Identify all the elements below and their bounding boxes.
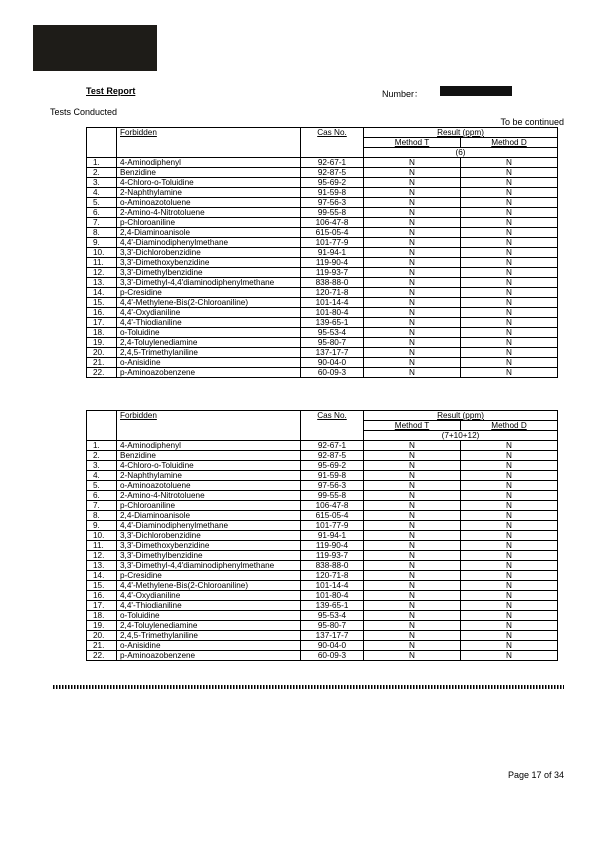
cas-number: 60-09-3: [301, 368, 364, 378]
row-number: 12.: [87, 551, 117, 561]
table-row: [87, 551, 558, 561]
substance-name: 3,3'-Dimethyl-4,4'diaminodiphenylmethane: [117, 278, 301, 288]
method-d-result: N: [461, 551, 558, 561]
cas-number: 615-05-4: [301, 511, 364, 521]
substance-name: 4,4'-Methylene-Bis(2-Chloroaniline): [117, 581, 301, 591]
table-row: [87, 368, 558, 378]
substance-name: 4,4'-Oxydianiline: [117, 591, 301, 601]
row-number: 15.: [87, 581, 117, 591]
method-d-result: N: [461, 451, 558, 461]
row-number: 21.: [87, 641, 117, 651]
method-t-result: N: [364, 258, 461, 268]
cas-number: 92-67-1: [301, 158, 364, 168]
row-number: 2.: [87, 168, 117, 178]
row-number: 10.: [87, 248, 117, 258]
method-d-result: N: [461, 471, 558, 481]
substance-name: 4,4'-Diaminodiphenylmethane: [117, 521, 301, 531]
method-t-result: N: [364, 178, 461, 188]
cas-number: 101-14-4: [301, 298, 364, 308]
method-d-result: N: [461, 298, 558, 308]
redacted-report-number: [440, 86, 512, 96]
table-row: [87, 601, 558, 611]
substance-name: 2,4-Toluylenediamine: [117, 621, 301, 631]
row-number: 15.: [87, 298, 117, 308]
substance-name: 2,4-Diaminoanisole: [117, 511, 301, 521]
substance-name: 4-Chloro-o-Toluidine: [117, 178, 301, 188]
method-d-result: N: [461, 541, 558, 551]
results-table-2: [86, 410, 558, 661]
table-row: [87, 631, 558, 641]
substance-name: 4,4'-Methylene-Bis(2-Chloroaniline): [117, 298, 301, 308]
cas-number: 838-88-0: [301, 278, 364, 288]
method-d-result: N: [461, 368, 558, 378]
method-t-result: N: [364, 228, 461, 238]
cas-number: 60-09-3: [301, 651, 364, 661]
method-t-result: N: [364, 511, 461, 521]
substance-name: 3,3'-Dimethoxybenzidine: [117, 541, 301, 551]
cas-number: 139-65-1: [301, 601, 364, 611]
cas-number: 95-69-2: [301, 461, 364, 471]
cas-number: 99-55-8: [301, 491, 364, 501]
substance-name: o-Anisidine: [117, 358, 301, 368]
cas-number: 97-56-3: [301, 481, 364, 491]
cas-number: 119-93-7: [301, 551, 364, 561]
cas-number: 137-17-7: [301, 348, 364, 358]
method-t-result: N: [364, 318, 461, 328]
method-t-result: N: [364, 348, 461, 358]
substance-name: 2-Amino-4-Nitrotoluene: [117, 208, 301, 218]
table-row: [87, 441, 558, 451]
substance-name: 4,4'-Thiodianiline: [117, 318, 301, 328]
method-t-result: N: [364, 308, 461, 318]
cas-number: 92-87-5: [301, 168, 364, 178]
row-number: 21.: [87, 358, 117, 368]
method-t-result: N: [364, 368, 461, 378]
method-t-result: N: [364, 298, 461, 308]
substance-name: 4-Aminodiphenyl: [117, 158, 301, 168]
method-t-result: N: [364, 451, 461, 461]
row-number: 4.: [87, 188, 117, 198]
cas-number: 91-59-8: [301, 471, 364, 481]
method-d-result: N: [461, 621, 558, 631]
substance-name: 4-Aminodiphenyl: [117, 441, 301, 451]
method-d-result: N: [461, 601, 558, 611]
row-number: 2.: [87, 451, 117, 461]
substance-name: o-Aminoazotoluene: [117, 198, 301, 208]
sample-id: (6): [364, 148, 558, 158]
table-row: [87, 238, 558, 248]
cas-number: 119-93-7: [301, 268, 364, 278]
table-row: [87, 248, 558, 258]
row-number: 20.: [87, 631, 117, 641]
header-cas-no: Cas No.: [301, 411, 364, 441]
method-t-result: N: [364, 461, 461, 471]
table-row: [87, 228, 558, 238]
method-d-result: N: [461, 581, 558, 591]
cas-number: 119-90-4: [301, 258, 364, 268]
method-t-result: N: [364, 621, 461, 631]
method-d-result: N: [461, 591, 558, 601]
method-t-result: N: [364, 441, 461, 451]
method-t-result: N: [364, 611, 461, 621]
row-number: 13.: [87, 561, 117, 571]
table-row: [87, 611, 558, 621]
row-number: 9.: [87, 521, 117, 531]
method-d-result: N: [461, 318, 558, 328]
table-row: [87, 491, 558, 501]
substance-name: p-Aminoazobenzene: [117, 651, 301, 661]
row-number: 9.: [87, 238, 117, 248]
method-t-result: N: [364, 551, 461, 561]
method-t-result: N: [364, 541, 461, 551]
report-number-label: Number：: [382, 89, 424, 99]
method-d-result: N: [461, 441, 558, 451]
cas-number: 106-47-8: [301, 501, 364, 511]
cas-number: 101-80-4: [301, 591, 364, 601]
company-logo: [33, 25, 157, 71]
row-number: 4.: [87, 471, 117, 481]
substance-name: 2,4-Diaminoanisole: [117, 228, 301, 238]
table-body: [87, 441, 558, 661]
substance-name: 2-Naphthylamine: [117, 188, 301, 198]
cas-number: 92-67-1: [301, 441, 364, 451]
method-d-result: N: [461, 178, 558, 188]
cas-number: 95-53-4: [301, 611, 364, 621]
table-row: [87, 531, 558, 541]
substance-name: Benzidine: [117, 451, 301, 461]
method-d-result: N: [461, 208, 558, 218]
method-t-result: N: [364, 481, 461, 491]
table-row: [87, 338, 558, 348]
substance-name: 4,4'-Oxydianiline: [117, 308, 301, 318]
row-number: 7.: [87, 501, 117, 511]
row-number: 6.: [87, 208, 117, 218]
method-t-result: N: [364, 238, 461, 248]
cas-number: 95-69-2: [301, 178, 364, 188]
method-d-result: N: [461, 258, 558, 268]
row-number: 16.: [87, 308, 117, 318]
row-number: 5.: [87, 198, 117, 208]
method-t-result: N: [364, 328, 461, 338]
header-cas-no: Cas No.: [301, 128, 364, 158]
substance-name: Benzidine: [117, 168, 301, 178]
method-d-result: N: [461, 611, 558, 621]
cas-number: 101-77-9: [301, 238, 364, 248]
tests-conducted-heading: Tests Conducted: [50, 107, 118, 117]
table-row: [87, 218, 558, 228]
table-row: [87, 158, 558, 168]
table-row: [87, 651, 558, 661]
row-number: 11.: [87, 258, 117, 268]
table-row: [87, 471, 558, 481]
method-t-result: N: [364, 188, 461, 198]
row-number: 19.: [87, 621, 117, 631]
cas-number: 101-14-4: [301, 581, 364, 591]
method-t-result: N: [364, 651, 461, 661]
substance-name: p-Cresidine: [117, 288, 301, 298]
table-row: [87, 198, 558, 208]
row-number: 14.: [87, 288, 117, 298]
substance-name: 2,4-Toluylenediamine: [117, 338, 301, 348]
method-t-result: N: [364, 358, 461, 368]
method-t-result: N: [364, 591, 461, 601]
substance-name: p-Chloroaniline: [117, 218, 301, 228]
row-number: 19.: [87, 338, 117, 348]
method-d-result: N: [461, 168, 558, 178]
method-t-result: N: [364, 248, 461, 258]
row-number: 18.: [87, 328, 117, 338]
report-title: Test Report: [86, 86, 136, 96]
method-d-result: N: [461, 571, 558, 581]
method-t-result: N: [364, 601, 461, 611]
table-row: [87, 278, 558, 288]
table-row: [87, 298, 558, 308]
substance-name: p-Cresidine: [117, 571, 301, 581]
cas-number: 99-55-8: [301, 208, 364, 218]
table-row: [87, 308, 558, 318]
table-row: [87, 188, 558, 198]
method-t-result: N: [364, 561, 461, 571]
header-method-d: Method D: [461, 138, 558, 148]
method-d-result: N: [461, 328, 558, 338]
table-body: [87, 158, 558, 378]
end-of-report-divider: [53, 685, 564, 689]
table-row: [87, 511, 558, 521]
method-t-result: N: [364, 571, 461, 581]
method-t-result: N: [364, 641, 461, 651]
substance-name: p-Aminoazobenzene: [117, 368, 301, 378]
method-d-result: N: [461, 278, 558, 288]
table-row: [87, 328, 558, 338]
method-d-result: N: [461, 521, 558, 531]
table-row: [87, 481, 558, 491]
table-row: [87, 258, 558, 268]
substance-name: 3,3'-Dimethylbenzidine: [117, 551, 301, 561]
table-row: [87, 208, 558, 218]
header-method-t: Method T: [364, 421, 461, 431]
row-number: 5.: [87, 481, 117, 491]
row-number: 14.: [87, 571, 117, 581]
to-be-continued-note: To be continued: [500, 117, 564, 127]
cas-number: 137-17-7: [301, 631, 364, 641]
method-t-result: N: [364, 471, 461, 481]
method-t-result: N: [364, 278, 461, 288]
substance-name: 4,4'-Diaminodiphenylmethane: [117, 238, 301, 248]
substance-name: 3,3'-Dimethyl-4,4'diaminodiphenylmethane: [117, 561, 301, 571]
method-d-result: N: [461, 248, 558, 258]
row-number: 8.: [87, 511, 117, 521]
method-d-result: N: [461, 188, 558, 198]
cas-number: 95-53-4: [301, 328, 364, 338]
cas-number: 91-94-1: [301, 531, 364, 541]
method-d-result: N: [461, 461, 558, 471]
table-row: [87, 581, 558, 591]
cas-number: 90-04-0: [301, 358, 364, 368]
row-number: 8.: [87, 228, 117, 238]
row-number: 7.: [87, 218, 117, 228]
method-t-result: N: [364, 501, 461, 511]
method-t-result: N: [364, 218, 461, 228]
table-row: [87, 168, 558, 178]
cas-number: 615-05-4: [301, 228, 364, 238]
table-row: [87, 288, 558, 298]
method-t-result: N: [364, 208, 461, 218]
results-table-1: [86, 127, 558, 378]
header-result: Result (ppm): [364, 128, 558, 138]
method-t-result: N: [364, 288, 461, 298]
row-number: 10.: [87, 531, 117, 541]
table-row: [87, 521, 558, 531]
page-number: Page 17 of 34: [508, 770, 565, 780]
header-blank-cell: [87, 128, 117, 158]
substance-name: 3,3'-Dichlorobenzidine: [117, 531, 301, 541]
substance-name: 3,3'-Dichlorobenzidine: [117, 248, 301, 258]
method-d-result: N: [461, 561, 558, 571]
cas-number: 91-59-8: [301, 188, 364, 198]
cas-number: 95-80-7: [301, 338, 364, 348]
method-d-result: N: [461, 268, 558, 278]
cas-number: 97-56-3: [301, 198, 364, 208]
table-row: [87, 541, 558, 551]
substance-name: 4-Chloro-o-Toluidine: [117, 461, 301, 471]
substance-name: 2-Naphthylamine: [117, 471, 301, 481]
substance-name: o-Toluidine: [117, 611, 301, 621]
table-row: [87, 451, 558, 461]
row-number: 13.: [87, 278, 117, 288]
method-d-result: N: [461, 641, 558, 651]
table-row: [87, 561, 558, 571]
substance-name: p-Chloroaniline: [117, 501, 301, 511]
method-d-result: N: [461, 651, 558, 661]
row-number: 6.: [87, 491, 117, 501]
table-row: [87, 571, 558, 581]
method-d-result: N: [461, 358, 558, 368]
method-t-result: N: [364, 631, 461, 641]
table-row: [87, 178, 558, 188]
table-row: [87, 358, 558, 368]
cas-number: 106-47-8: [301, 218, 364, 228]
header-result: Result (ppm): [364, 411, 558, 421]
cas-number: 90-04-0: [301, 641, 364, 651]
substance-name: o-Anisidine: [117, 641, 301, 651]
method-d-result: N: [461, 511, 558, 521]
substance-name: 4,4'-Thiodianiline: [117, 601, 301, 611]
row-number: 3.: [87, 461, 117, 471]
method-d-result: N: [461, 338, 558, 348]
table-row: [87, 461, 558, 471]
row-number: 17.: [87, 318, 117, 328]
method-d-result: N: [461, 481, 558, 491]
row-number: 1.: [87, 158, 117, 168]
table-row: [87, 268, 558, 278]
substance-name: 3,3'-Dimethoxybenzidine: [117, 258, 301, 268]
method-d-result: N: [461, 198, 558, 208]
header-method-d: Method D: [461, 421, 558, 431]
method-t-result: N: [364, 158, 461, 168]
method-t-result: N: [364, 198, 461, 208]
table-row: [87, 501, 558, 511]
header-method-t: Method T: [364, 138, 461, 148]
substance-name: 2,4,5-Trimethylaniline: [117, 631, 301, 641]
substance-name: o-Aminoazotoluene: [117, 481, 301, 491]
table-row: [87, 621, 558, 631]
table-row: [87, 641, 558, 651]
method-t-result: N: [364, 168, 461, 178]
method-t-result: N: [364, 491, 461, 501]
header-blank-cell: [87, 411, 117, 441]
cas-number: 120-71-8: [301, 571, 364, 581]
method-t-result: N: [364, 268, 461, 278]
row-number: 20.: [87, 348, 117, 358]
substance-name: o-Toluidine: [117, 328, 301, 338]
method-t-result: N: [364, 531, 461, 541]
method-d-result: N: [461, 238, 558, 248]
substance-name: 3,3'-Dimethylbenzidine: [117, 268, 301, 278]
substance-name: 2-Amino-4-Nitrotoluene: [117, 491, 301, 501]
header-forbidden: Forbidden: [117, 128, 301, 158]
cas-number: 101-80-4: [301, 308, 364, 318]
table-row: [87, 318, 558, 328]
method-d-result: N: [461, 491, 558, 501]
cas-number: 838-88-0: [301, 561, 364, 571]
method-d-result: N: [461, 158, 558, 168]
cas-number: 91-94-1: [301, 248, 364, 258]
method-d-result: N: [461, 218, 558, 228]
cas-number: 119-90-4: [301, 541, 364, 551]
method-d-result: N: [461, 531, 558, 541]
method-d-result: N: [461, 348, 558, 358]
cas-number: 101-77-9: [301, 521, 364, 531]
method-d-result: N: [461, 631, 558, 641]
table-row: [87, 348, 558, 358]
row-number: 18.: [87, 611, 117, 621]
row-number: 11.: [87, 541, 117, 551]
cas-number: 95-80-7: [301, 621, 364, 631]
method-d-result: N: [461, 501, 558, 511]
header-forbidden: Forbidden: [117, 411, 301, 441]
method-d-result: N: [461, 288, 558, 298]
row-number: 12.: [87, 268, 117, 278]
row-number: 1.: [87, 441, 117, 451]
sample-id: (7+10+12): [364, 431, 558, 441]
row-number: 22.: [87, 368, 117, 378]
table-row: [87, 591, 558, 601]
cas-number: 92-87-5: [301, 451, 364, 461]
method-d-result: N: [461, 228, 558, 238]
method-d-result: N: [461, 308, 558, 318]
substance-name: 2,4,5-Trimethylaniline: [117, 348, 301, 358]
cas-number: 120-71-8: [301, 288, 364, 298]
method-t-result: N: [364, 521, 461, 531]
method-t-result: N: [364, 338, 461, 348]
method-t-result: N: [364, 581, 461, 591]
row-number: 22.: [87, 651, 117, 661]
row-number: 16.: [87, 591, 117, 601]
row-number: 17.: [87, 601, 117, 611]
cas-number: 139-65-1: [301, 318, 364, 328]
row-number: 3.: [87, 178, 117, 188]
